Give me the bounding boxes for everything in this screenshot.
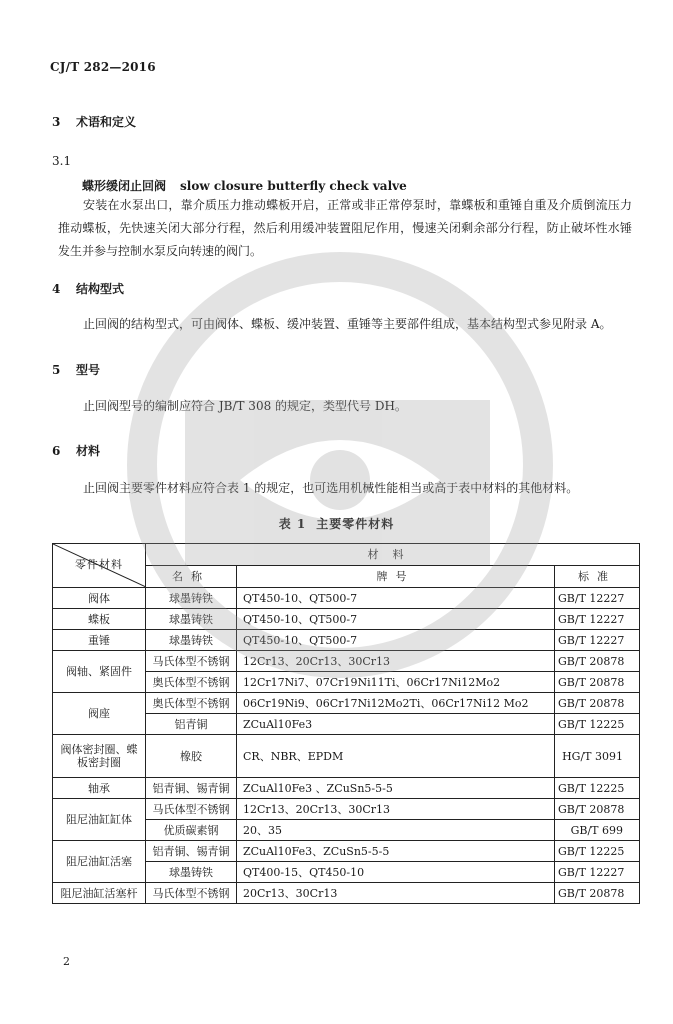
standard-cell: GB/T 699 bbox=[555, 820, 640, 841]
standard-cell: GB/T 12227 bbox=[555, 609, 640, 630]
term-title bbox=[82, 177, 407, 194]
table-row bbox=[53, 609, 640, 630]
section-number: 6 bbox=[52, 444, 61, 458]
section-number: 5 bbox=[52, 363, 61, 377]
corner-header-cell bbox=[53, 544, 146, 588]
part-cell: 阀体密封圈、蝶板密封圈 bbox=[53, 735, 146, 778]
table-header-row bbox=[53, 544, 640, 566]
standard-cell: GB/T 12227 bbox=[555, 588, 640, 609]
section-6-text: 止回阀主要零件材料应符合表 1 的规定，也可选用机械性能相当或高于表中材料的其他材料。 bbox=[83, 481, 579, 495]
table-row bbox=[53, 693, 640, 714]
grade-cell: 20Cr13、30Cr13 bbox=[237, 883, 555, 904]
grade-cell: QT450-10、QT500-7 bbox=[237, 588, 555, 609]
grade-cell: 12Cr13、20Cr13、30Cr13 bbox=[237, 651, 555, 672]
table-row bbox=[53, 778, 640, 799]
standard-cell: GB/T 12225 bbox=[555, 778, 640, 799]
section-4-text: 止回阀的结构型式，可由阀体、蝶板、缓冲装置、重锤等主要部件组成，基本结构型式参见附录 A。 bbox=[83, 317, 612, 331]
material-name-cell: 奥氏体型不锈钢 bbox=[146, 672, 237, 693]
grade-cell: QT450-10、QT500-7 bbox=[237, 609, 555, 630]
table-row bbox=[53, 841, 640, 862]
col-name-header: 名称 bbox=[146, 566, 237, 588]
section-3-heading bbox=[52, 113, 136, 130]
standard-cell: GB/T 12225 bbox=[555, 841, 640, 862]
part-cell: 阀座 bbox=[53, 693, 146, 735]
col-grade-header: 牌号 bbox=[237, 566, 555, 588]
materials-table bbox=[52, 543, 640, 904]
material-name-cell: 奥氏体型不锈钢 bbox=[146, 693, 237, 714]
grade-cell: QT450-10、QT500-7 bbox=[237, 630, 555, 651]
material-name-cell: 球墨铸铁 bbox=[146, 588, 237, 609]
section-5-heading bbox=[52, 361, 100, 378]
table-label: 表 1 bbox=[278, 517, 307, 531]
grade-cell: ZCuAl10Fe3 、ZCuSn5-5-5 bbox=[237, 778, 555, 799]
standard-cell: GB/T 20878 bbox=[555, 651, 640, 672]
table-row bbox=[53, 735, 640, 778]
material-name-cell: 马氏体型不锈钢 bbox=[146, 651, 237, 672]
section-title: 结构型式 bbox=[76, 282, 125, 296]
material-name-cell: 马氏体型不锈钢 bbox=[146, 883, 237, 904]
material-name-cell: 铝青铜 bbox=[146, 714, 237, 735]
section-title: 材料 bbox=[76, 444, 101, 458]
material-name-cell: 马氏体型不锈钢 bbox=[146, 799, 237, 820]
standard-cell: GB/T 20878 bbox=[555, 693, 640, 714]
part-cell: 阀轴、紧固件 bbox=[53, 651, 146, 693]
section-number: 4 bbox=[52, 282, 61, 296]
grade-cell: ZCuAl10Fe3、ZCuSn5-5-5 bbox=[237, 841, 555, 862]
grade-cell: 12Cr17Ni7、07Cr19Ni11Ti、06Cr17Ni12Mo2 bbox=[237, 672, 555, 693]
grade-cell: QT400-15、QT450-10 bbox=[237, 862, 555, 883]
material-name-cell: 橡胶 bbox=[146, 735, 237, 778]
page-number: 2 bbox=[63, 955, 70, 968]
standard-code: CJ/T 282—2016 bbox=[50, 60, 156, 74]
table-row bbox=[53, 630, 640, 651]
material-name-cell: 优质碳素钢 bbox=[146, 820, 237, 841]
standard-cell: GB/T 20878 bbox=[555, 672, 640, 693]
material-name-cell: 球墨铸铁 bbox=[146, 609, 237, 630]
table-row bbox=[53, 651, 640, 672]
corner-header: 零件材料 bbox=[75, 558, 123, 571]
term-number: 3.1 bbox=[52, 154, 72, 168]
grade-cell: ZCuAl10Fe3 bbox=[237, 714, 555, 735]
table-row bbox=[53, 799, 640, 820]
section-5-text: 止回阀型号的编制应符合 JB/T 308 的规定，类型代号 DH。 bbox=[83, 399, 407, 413]
standard-cell: GB/T 20878 bbox=[555, 883, 640, 904]
material-name-cell: 铝青铜、锡青铜 bbox=[146, 841, 237, 862]
section-title: 型号 bbox=[76, 363, 101, 377]
table-row bbox=[53, 588, 640, 609]
section-6-heading bbox=[52, 442, 100, 459]
material-header: 材料 bbox=[146, 544, 640, 566]
material-name-cell: 球墨铸铁 bbox=[146, 862, 237, 883]
grade-cell: CR、NBR、EPDM bbox=[237, 735, 555, 778]
part-cell: 阻尼油缸缸体 bbox=[53, 799, 146, 841]
standard-cell: HG/T 3091 bbox=[555, 735, 640, 778]
grade-cell: 12Cr13、20Cr13、30Cr13 bbox=[237, 799, 555, 820]
table-row bbox=[53, 883, 640, 904]
grade-cell: 20、35 bbox=[237, 820, 555, 841]
standard-cell: GB/T 12227 bbox=[555, 630, 640, 651]
part-cell: 重锤 bbox=[53, 630, 146, 651]
part-cell: 阻尼油缸活塞 bbox=[53, 841, 146, 883]
part-cell: 阻尼油缸活塞杆 bbox=[53, 883, 146, 904]
section-number: 3 bbox=[52, 115, 61, 129]
section-4-heading bbox=[52, 280, 124, 297]
term-title-en: slow closure butterfly check valve bbox=[180, 179, 407, 193]
standard-cell: GB/T 20878 bbox=[555, 799, 640, 820]
grade-cell: 06Cr19Ni9、06Cr17Ni12Mo2Ti、06Cr17Ni12 Mo2 bbox=[237, 693, 555, 714]
table-caption bbox=[0, 515, 673, 532]
section-title: 术语和定义 bbox=[76, 115, 137, 129]
table-caption-text: 主要零件材料 bbox=[316, 517, 395, 531]
material-name-cell: 铝青铜、锡青铜 bbox=[146, 778, 237, 799]
part-cell: 轴承 bbox=[53, 778, 146, 799]
standard-cell: GB/T 12225 bbox=[555, 714, 640, 735]
col-standard-header: 标准 bbox=[555, 566, 640, 588]
standard-cell: GB/T 12227 bbox=[555, 862, 640, 883]
term-definition: 安装在水泵出口，靠介质压力推动蝶板开启，正常或非正常停泵时，靠蝶板和重锤自重及介质倒流压力推动蝶板，先快速关闭大部分行程，然后利用缓冲装置阻尼作用，慢速关闭剩余部分行程，防止破坏性水锤发生并参与控制水泵反向转速的阀门。 bbox=[58, 198, 632, 258]
part-cell: 蝶板 bbox=[53, 609, 146, 630]
part-cell: 阀体 bbox=[53, 588, 146, 609]
term-title-zh: 蝶形缓闭止回阀 bbox=[82, 179, 167, 193]
material-name-cell: 球墨铸铁 bbox=[146, 630, 237, 651]
